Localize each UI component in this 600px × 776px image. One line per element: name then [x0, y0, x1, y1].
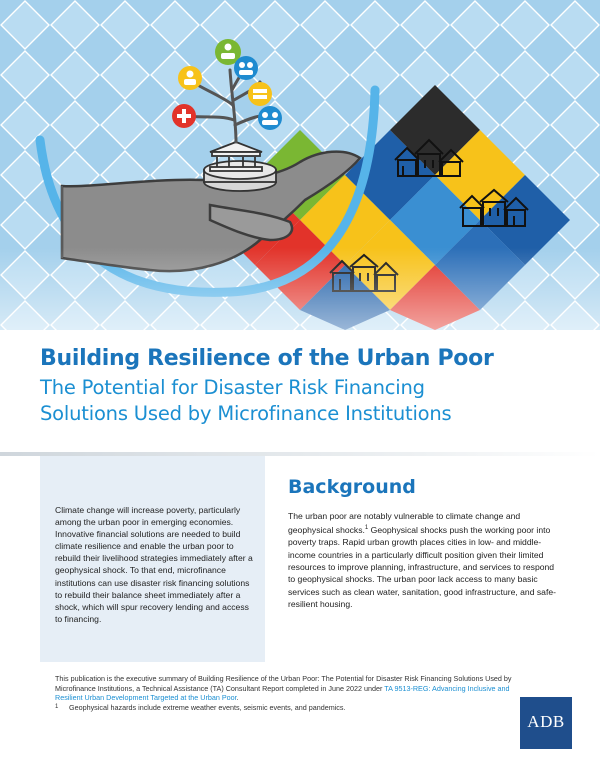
background-text [288, 510, 563, 610]
background-text-part2: Geophysical shocks push the working poor into poverty traps. Rapid urban growth places cities in low- and middle-income countries in a particularly difficult position given their limited resources to improve planning, infrastructure, and services to respond to geophysical shocks. The urban poor lack access to many basic services such as clean water, sanitation, good infrastructure, and safe-resilient housing. [288, 525, 556, 609]
cover-illustration [0, 0, 600, 330]
publication-note-prefix: This publication is the executive summary of Building Resilience of the Urban Poor: The Potential for Disaster Risk Financing Solutions Used by Microfinance Institutions, a Technical Assistance (TA) Consultant Report completed in June 2022 under [55, 674, 512, 693]
footer-notes [55, 674, 515, 712]
subtitle-line-2: Solutions Used by Microfinance Institutions [40, 402, 452, 425]
publication-note [55, 674, 515, 703]
adb-logo-text: ADB [527, 712, 565, 731]
background-section [288, 475, 563, 610]
ta-link[interactable]: TA 9513-REG: Advancing Inclusive and Resilient Urban Development Targeted at the Urban Poor [55, 683, 510, 703]
background-heading: Background [288, 476, 416, 498]
title-block [40, 345, 580, 427]
footnote-mark: 1 [55, 703, 59, 710]
background-text-part1: The urban poor are notably vulnerable to climate change and geophysical shocks. [288, 511, 521, 536]
summary-box [40, 456, 265, 662]
footnote [55, 703, 515, 713]
footnote-text: Geophysical hazards include extreme weather events, seismic events, and pandemics. [69, 702, 346, 712]
page-title: Building Resilience of the Urban Poor [40, 346, 494, 371]
subtitle-line-1: The Potential for Disaster Risk Financing [40, 376, 425, 399]
publication-note-suffix: . [236, 693, 239, 703]
adb-logo [520, 697, 572, 749]
footnote-ref: 1 [364, 525, 369, 532]
summary-text: Climate change will increase poverty, particularly among the urban poor in emerging economies. Innovative financial solutions are needed to build climate resilience and enable the urban poor to rebuild their livelihood strategies immediately after a geophysical shock. To that end, microfinance institutions can use disaster risk financing solutions to rebuild their balance sheet immediately after a shock, which will spur recovery lending and access to financing. [55, 505, 253, 624]
